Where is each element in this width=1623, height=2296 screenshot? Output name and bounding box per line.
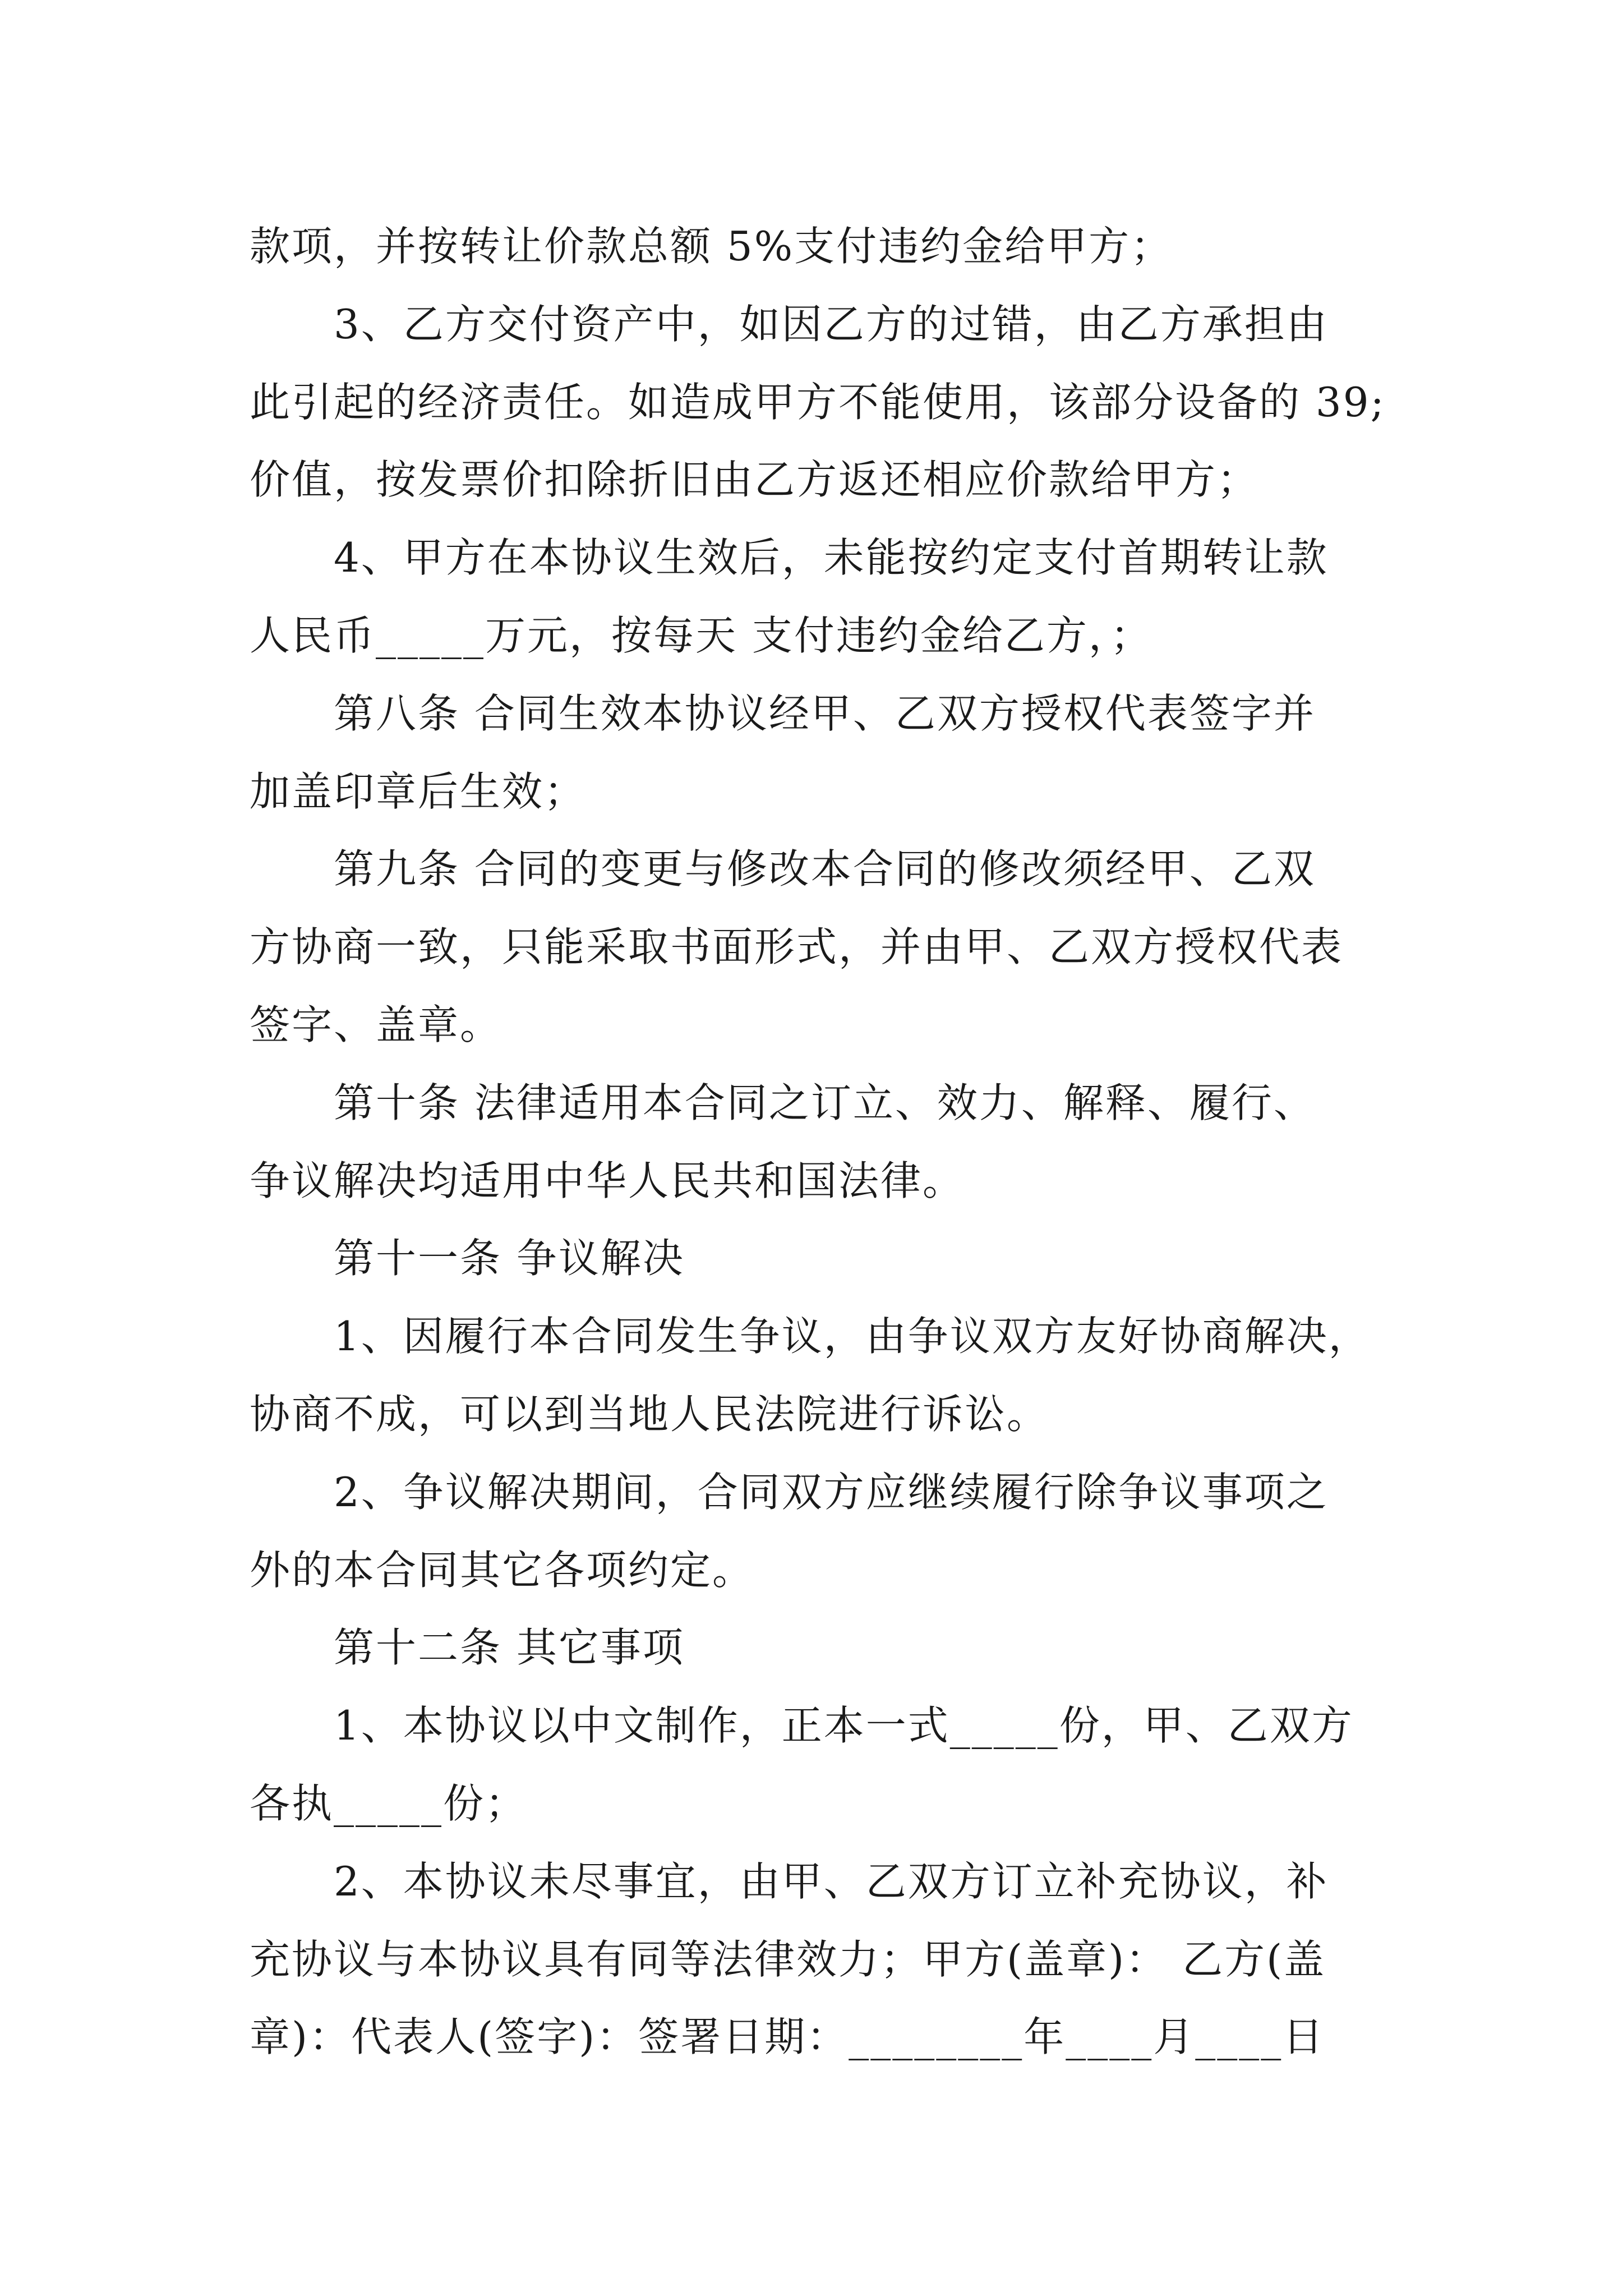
- text-line: 充协议与本协议具有同等法律效力；甲方(盖章)： 乙方(盖: [250, 1935, 1326, 1983]
- text-line: 争议解决均适用中华人民共和国法律。: [250, 1157, 965, 1204]
- article-10-heading: 第十条 法律适用本合同之订立、效力、解释、履行、: [334, 1079, 1316, 1126]
- text-line: 4、甲方在本协议生效后，未能按约定支付首期转让款: [334, 534, 1329, 582]
- text-line: 2、争议解决期间，合同双方应继续履行除争议事项之: [334, 1468, 1329, 1516]
- text-line: 2、本协议未尽事宜，由甲、乙双方订立补充协议，补: [334, 1857, 1329, 1905]
- text-line: 此引起的经济责任。如造成甲方不能使用，该部分设备的 39;: [250, 378, 1386, 426]
- article-12-heading: 第十二条 其它事项: [334, 1624, 685, 1672]
- article-11-heading: 第十一条 争议解决: [334, 1235, 685, 1282]
- text-line: 签字、盖章。: [250, 1001, 502, 1048]
- text-line: 1、本协议以中文制作，正本一式_____份，甲、乙双方: [334, 1702, 1354, 1750]
- signature-line: 章)：代表人(签字)：签署日期：________年____月____日: [250, 2013, 1325, 2061]
- text-line: 协商不成，可以到当地人民法院进行诉讼。: [250, 1390, 1049, 1438]
- text-line: 加盖印章后生效；: [250, 767, 587, 815]
- text-line: 方协商一致，只能采取书面形式，并由甲、乙双方授权代表: [250, 923, 1344, 971]
- text-line: 1、因履行本合同发生争议，由争议双方友好协商解决，: [334, 1313, 1371, 1360]
- text-line: 人民币_____万元，按每天 支付违约金给乙方，；: [250, 611, 1152, 659]
- article-8-heading: 第八条 合同生效本协议经甲、乙双方授权代表签字并: [334, 689, 1316, 737]
- text-line: 外的本合同其它各项约定。: [250, 1546, 755, 1594]
- text-line: 款项，并按转让价款总额 5%支付违约金给甲方；: [250, 223, 1173, 270]
- text-line: 3、乙方交付资产中，如因乙方的过错，由乙方承担由: [334, 300, 1329, 348]
- document-body: [250, 208, 1394, 2076]
- article-9-heading: 第九条 合同的变更与修改本合同的修改须经甲、乙双: [334, 845, 1316, 893]
- text-line: 价值，按发票价扣除折旧由乙方返还相应价款给甲方；: [250, 456, 1260, 504]
- text-line: 各执_____份；: [250, 1779, 528, 1827]
